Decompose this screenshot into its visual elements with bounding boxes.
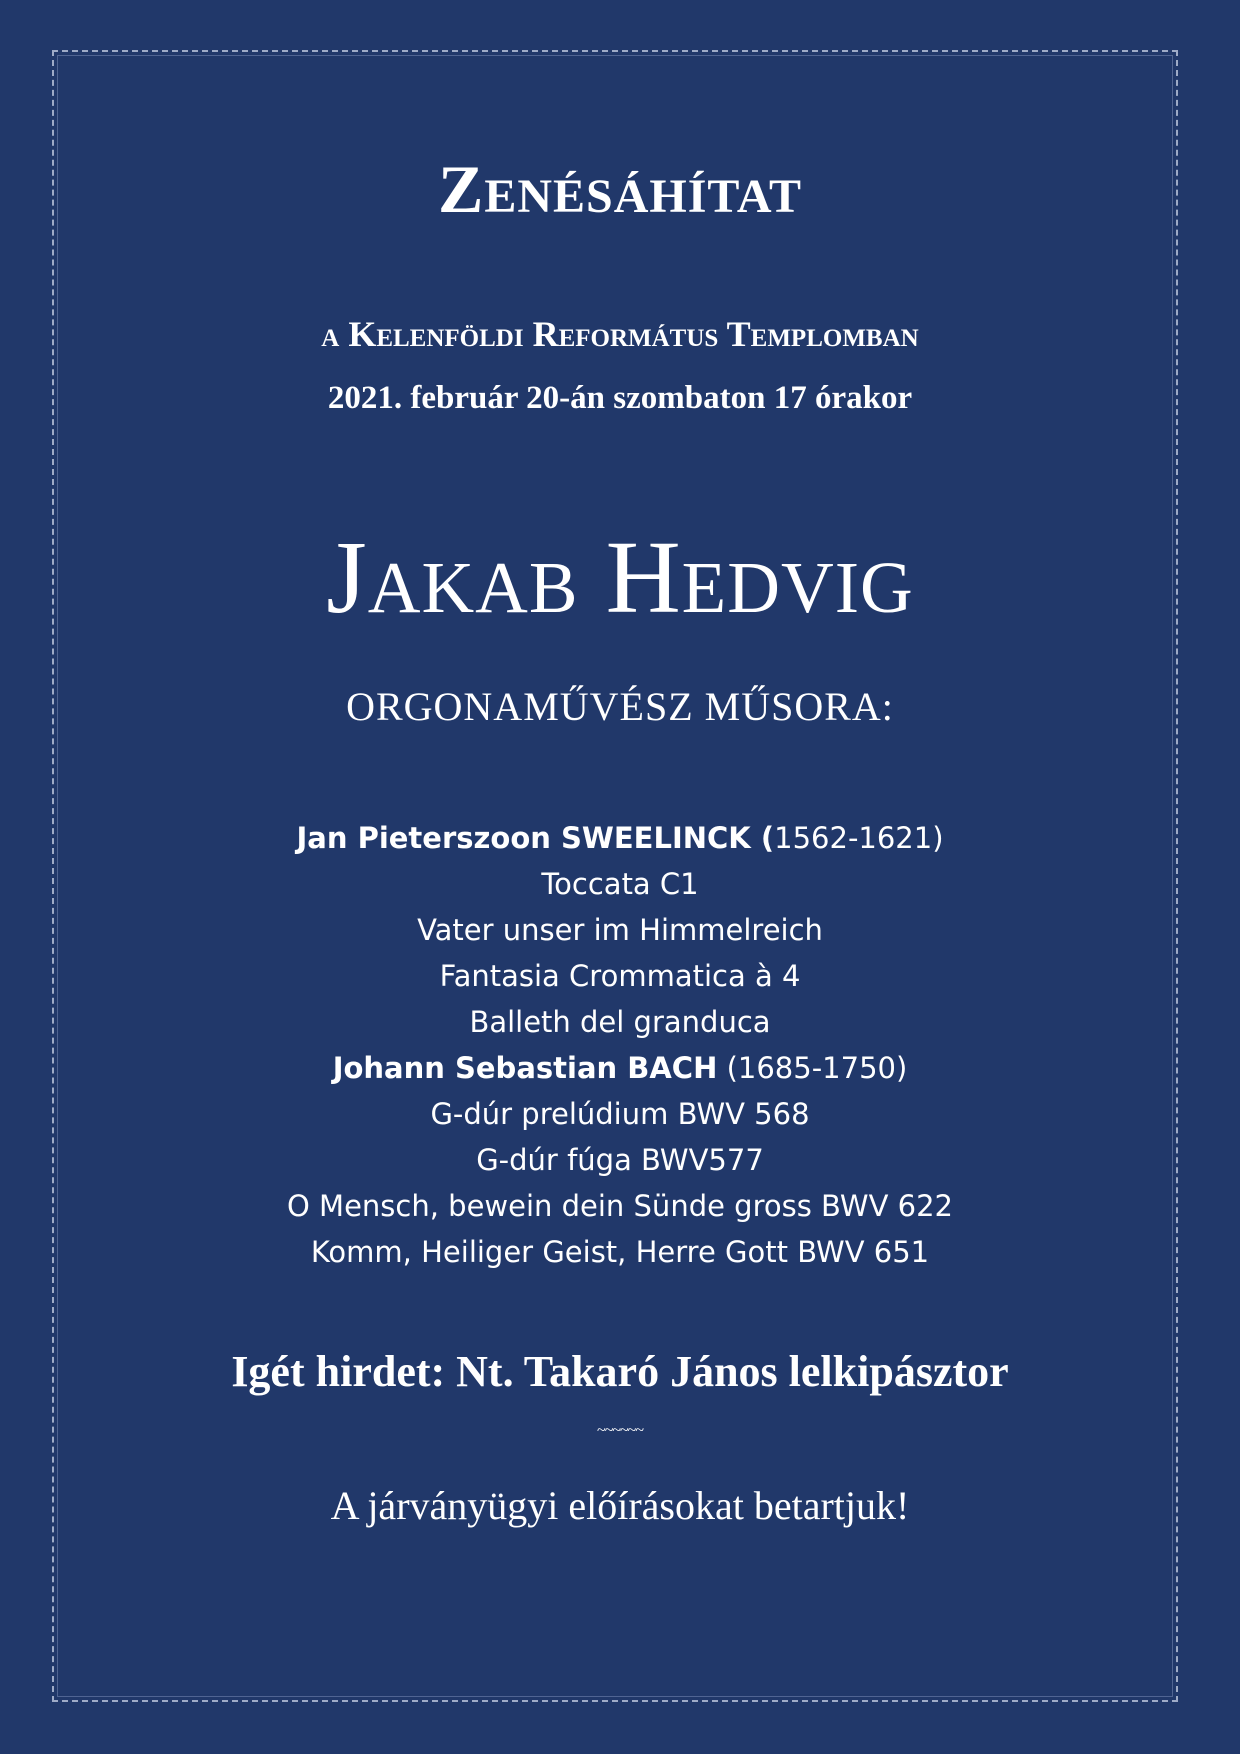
preacher-line: Igét hirdet: Nt. Takaró János lelkipásztor [231,1347,1009,1396]
program-work-line: O Mensch, bewein dein Sünde gross BWV 622 [287,1189,953,1223]
program-composer-line [0,815,1240,861]
performer-role-heading: ORGONAMŰVÉSZ MŰSORA: [346,684,894,729]
composer-dates: 1562-1621) [774,821,944,855]
program-work-line: Vater unser im Himmelreich [417,913,823,947]
composer-name: Johann Sebastian BACH [332,1051,718,1085]
composer-name: Jan Pieterszoon SWEELINCK ( [296,821,775,855]
program-work-line: G-dúr prelúdium BWV 568 [430,1097,810,1131]
event-title: Zenésáhítat [438,151,802,227]
program-work-line: Balleth del granduca [469,1005,771,1039]
program-work-line: Komm, Heiliger Geist, Herre Gott BWV 651 [310,1235,930,1269]
date-time-line: 2021. február 20-án szombaton 17 órakor [327,380,913,416]
health-notice: A járványügyi előírásokat betartjuk! [330,1483,910,1528]
tilde-separator: ~~~~~~ [597,1422,643,1439]
program-composer-line [0,1045,1240,1091]
venue-line: a Kelenföldi Református Templomban [321,314,919,354]
performer-name: Jakab Hedvig [326,520,914,635]
program-work-line: Toccata C1 [541,867,699,901]
program-work-line: G-dúr fúga BWV577 [476,1143,764,1177]
composer-dates: (1685-1750) [717,1051,908,1085]
program-work-line: Fantasia Crommatica à 4 [439,959,801,993]
